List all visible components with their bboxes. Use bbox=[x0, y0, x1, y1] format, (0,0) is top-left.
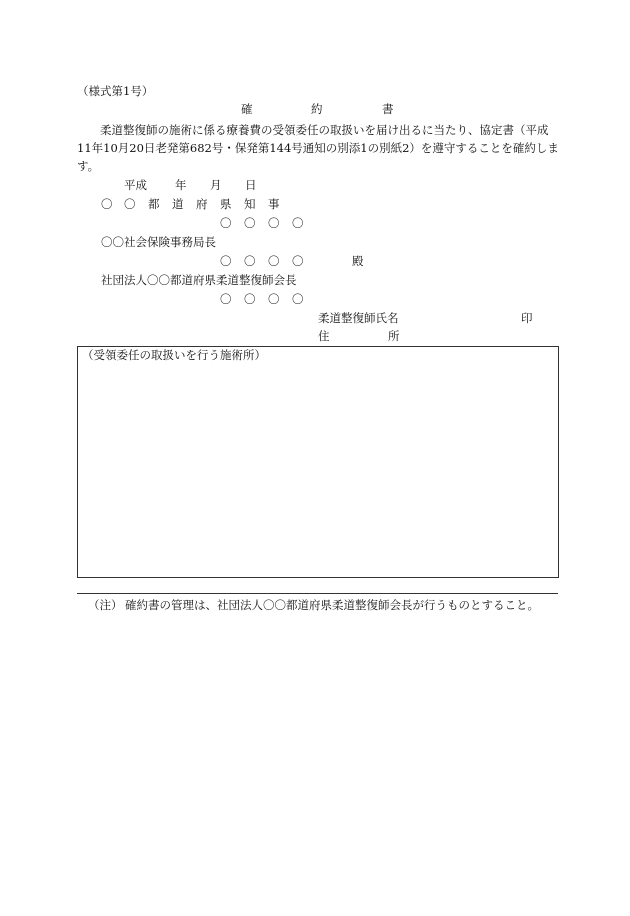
governor-char: 府 bbox=[196, 197, 208, 211]
governor-char: 事 bbox=[268, 197, 280, 211]
placeholder-circle: 〇 bbox=[244, 292, 256, 306]
address-label-char-2: 所 bbox=[388, 329, 400, 343]
title-char-3: 書 bbox=[382, 102, 394, 116]
placeholder-circle: 〇 bbox=[292, 292, 304, 306]
social-insurance-office-line: 〇〇社会保険事務局長 bbox=[101, 235, 216, 249]
governor-char: 〇 bbox=[101, 197, 113, 211]
title-char-1: 確 bbox=[241, 102, 253, 116]
addressee-suffix: 殿 bbox=[352, 254, 364, 268]
association-head-line: 社団法人〇〇都道府県柔道整復師会長 bbox=[101, 273, 297, 287]
pledge-body-text: 柔道整復師の施術に係る療養費の受領委任の取扱いを届け出るに当たり、協定書（平成11年10月20日老発第682号・保発第144号通知の別添1の別紙2）を遵守することを確約します。 bbox=[77, 123, 559, 173]
placeholder-circle: 〇 bbox=[220, 292, 232, 306]
governor-char: 道 bbox=[172, 197, 184, 211]
placeholder-circle: 〇 bbox=[268, 216, 280, 230]
clinic-box-heading: （受領委任の取扱いを行う施術所） bbox=[82, 348, 266, 362]
placeholder-circle: 〇 bbox=[292, 216, 304, 230]
date-day: 日 bbox=[245, 178, 257, 192]
date-era: 平成 bbox=[124, 178, 147, 192]
footnote-text: 確約書の管理は、社団法人〇〇都道府県柔道整復師会長が行うものとすること。 bbox=[125, 598, 539, 612]
note-divider bbox=[77, 593, 558, 594]
clinic-info-box bbox=[77, 346, 559, 578]
governor-char: 知 bbox=[244, 197, 256, 211]
governor-char: 県 bbox=[220, 197, 232, 211]
governor-char: 〇 bbox=[124, 197, 136, 211]
form-number-label: （様式第1号） bbox=[77, 84, 154, 98]
address-label-char-1: 住 bbox=[318, 329, 330, 343]
placeholder-circle: 〇 bbox=[268, 292, 280, 306]
placeholder-circle: 〇 bbox=[244, 216, 256, 230]
placeholder-circle: 〇 bbox=[220, 254, 232, 268]
placeholder-circle: 〇 bbox=[268, 254, 280, 268]
placeholder-circle: 〇 bbox=[292, 254, 304, 268]
signer-name-label: 柔道整復師氏名 bbox=[318, 311, 399, 325]
title-char-2: 約 bbox=[311, 102, 323, 116]
date-year: 年 bbox=[175, 178, 187, 192]
footnote-label: （注） bbox=[88, 598, 123, 612]
governor-char: 都 bbox=[148, 197, 160, 211]
seal-label: 印 bbox=[521, 311, 533, 325]
placeholder-circle: 〇 bbox=[244, 254, 256, 268]
date-month: 月 bbox=[210, 178, 222, 192]
placeholder-circle: 〇 bbox=[220, 216, 232, 230]
